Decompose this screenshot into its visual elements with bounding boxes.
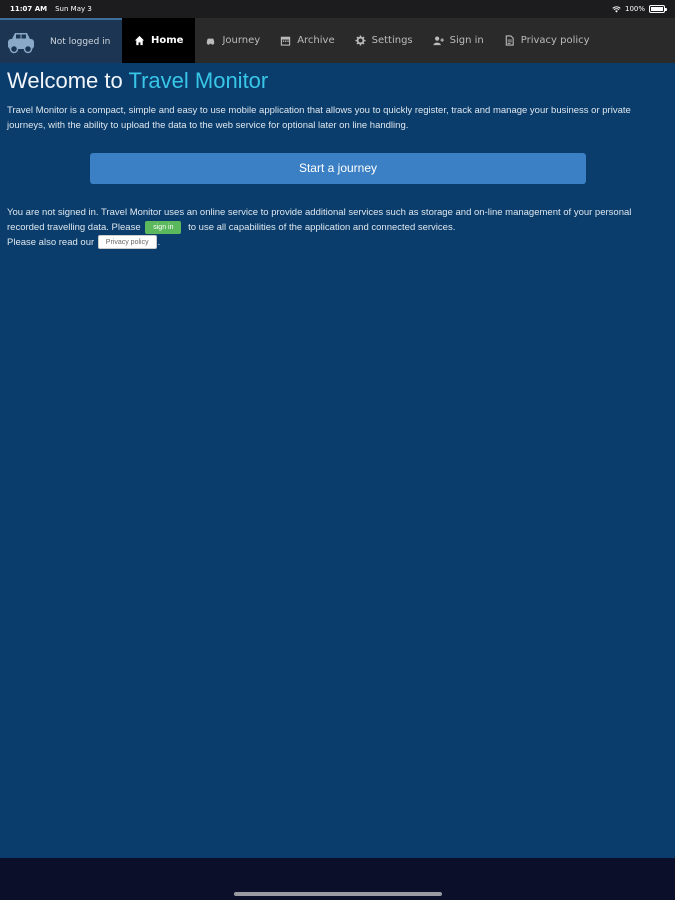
nav-sign-in-label: Sign in <box>449 35 484 46</box>
battery-fill <box>651 7 663 11</box>
battery-icon <box>649 5 665 13</box>
sign-in-notice <box>7 205 667 250</box>
nav-home[interactable] <box>122 18 195 63</box>
page-title <box>7 68 668 94</box>
nav-journey-label: Journey <box>222 35 261 46</box>
sign-in-button[interactable]: sign in <box>145 221 181 234</box>
privacy-policy-button[interactable]: Privacy policy <box>98 235 157 249</box>
wifi-icon <box>612 6 621 13</box>
nav-privacy-policy[interactable] <box>494 18 600 63</box>
bottom-bar <box>0 858 675 900</box>
privacy-prefix: Please also read our <box>7 237 95 248</box>
nav-journey[interactable] <box>195 18 270 63</box>
nav-archive[interactable] <box>270 18 344 63</box>
user-status-label: Not logged in <box>50 36 111 47</box>
nav-settings[interactable] <box>345 18 423 63</box>
nav-settings-label: Settings <box>371 35 413 46</box>
nav-sign-in[interactable] <box>423 18 494 63</box>
battery-percent: 100% <box>624 5 645 13</box>
status-right <box>612 5 665 13</box>
user-plus-icon <box>433 35 444 46</box>
notice-text-1: You are not signed in. Travel Monitor uses an online service to provide additional services such as storage and on-line management of your personal recorded travelling data. Please <box>7 207 632 233</box>
home-icon <box>134 35 145 46</box>
status-bar <box>0 0 675 18</box>
nav-privacy-label: Privacy policy <box>520 35 590 46</box>
car-icon <box>205 35 216 46</box>
gear-icon <box>355 35 366 46</box>
nav-archive-label: Archive <box>297 35 335 46</box>
car-avatar-icon <box>6 30 36 54</box>
top-navigation <box>0 18 675 63</box>
status-time: 11:07 AM <box>10 5 48 13</box>
notice-text-2: to use all capabilities of the application and connected services. <box>188 222 456 233</box>
privacy-suffix: . <box>157 237 161 248</box>
title-prefix: Welcome to <box>7 68 129 93</box>
status-date: Sun May 3 <box>55 5 92 13</box>
document-icon <box>504 35 515 46</box>
calendar-icon <box>280 35 291 46</box>
intro-text: Travel Monitor is a compact, simple and easy to use mobile application that allows you to quickly register, track and manage your business or private journeys, with the ability to upload the data to the web service for optional later on line handling. <box>7 105 631 131</box>
title-app-name: Travel Monitor <box>128 68 269 93</box>
nav-home-label: Home <box>151 35 184 46</box>
home-indicator[interactable] <box>234 892 442 896</box>
user-status[interactable] <box>0 18 122 63</box>
start-journey-button[interactable]: Start a journey <box>90 153 586 184</box>
main-content <box>0 63 675 858</box>
